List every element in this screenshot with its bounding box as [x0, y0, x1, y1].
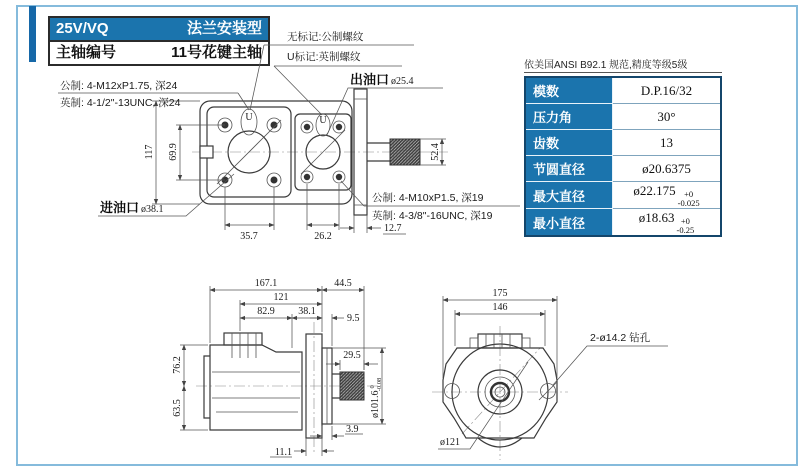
front-view-drawing [432, 288, 668, 460]
dim-lower-height: 63.5 [172, 399, 183, 417]
dim-left-bolt-span: 35.7 [240, 231, 258, 242]
outlet-port-label: 出油口 [350, 72, 390, 87]
dim-height: 117 [144, 144, 155, 160]
note-inch-thread-front: 英制: 4-1/2"-13UNC, 深24 [60, 97, 181, 109]
tolerance-lower: -0.025 [677, 197, 700, 208]
dim-plate-thickness: 3.9 [346, 424, 359, 435]
dim-port-offset-1: 82.9 [257, 306, 275, 317]
dim-pilot-offset: 9.5 [347, 313, 360, 324]
dim-rear-length: 44.5 [334, 278, 352, 289]
mount-type-label: 法兰安装型 [186, 20, 262, 37]
dim-spline-length: 29.5 [343, 350, 361, 361]
row-label: 最大直径 [525, 182, 613, 209]
outlet-port-dia: ø25.4 [391, 76, 414, 87]
note-u-mark-inch: U标记:英制螺纹 [287, 51, 361, 63]
dim-flange-width: 175 [492, 288, 508, 299]
tolerance-upper: +0 [680, 216, 690, 226]
inlet-port-dia: ø38.1 [141, 204, 164, 215]
note-inch-thread-rear: 英制: 4-3/8"-16UNC, 深19 [372, 210, 493, 222]
pilot-dia-value: ø101.6 [370, 390, 381, 418]
row-label: 节圆直径 [525, 156, 613, 182]
dim-flange-plate-thickness: 11.1 [274, 447, 292, 458]
splined-shaft-side [340, 372, 364, 400]
spline-table-title: 依美国ANSI B92.1 规范,精度等级5级 [524, 56, 722, 73]
model-code: 25V/VQ [56, 20, 109, 37]
u-mark-right: U [319, 115, 327, 126]
dim-flange-thickness: 12.7 [384, 223, 402, 234]
dim-body-diameter: ø121 [440, 437, 460, 448]
shaft-number-value: 11号花键主轴 [171, 44, 262, 61]
row-label: 模数 [525, 77, 613, 104]
dim-right-bolt-span: 26.2 [314, 231, 332, 242]
dim-mid-length: 121 [273, 292, 289, 303]
row-label: 最小直径 [525, 209, 613, 237]
value-main: ø22.175 [633, 183, 676, 198]
shaft-number-label: 主轴编号 [56, 44, 117, 61]
note-no-mark-metric: 无标记:公制螺纹 [287, 31, 364, 43]
drill-hole-label: 2-ø14.2 钻孔 [590, 332, 651, 344]
row-value: 30° [613, 104, 722, 130]
tolerance-lower: -0.25 [676, 224, 695, 235]
tolerance-upper: +0 [684, 189, 694, 199]
row-value: D.P.16/32 [613, 77, 722, 104]
pilot-tol-upper: 0 [369, 385, 376, 389]
value-main: ø18.63 [638, 210, 675, 225]
dim-bolt-vertical: 69.9 [168, 143, 179, 161]
side-view-drawing [172, 278, 386, 458]
row-label: 齿数 [525, 130, 613, 156]
dim-shaft-height: 52.4 [430, 143, 441, 161]
note-metric-thread-front: 公制: 4-M12xP1.75, 深24 [60, 80, 178, 92]
inlet-port-label: 进油口 [100, 200, 140, 215]
row-label: 压力角 [525, 104, 613, 130]
pilot-tol-lower: -0.08 [376, 377, 383, 392]
row-value: 13 [613, 130, 722, 156]
row-value: ø20.6375 [613, 156, 722, 182]
dim-upper-height: 76.2 [172, 356, 183, 374]
top-view-drawing [58, 30, 520, 242]
u-mark-left: U [245, 112, 253, 123]
dim-pilot-diameter [369, 378, 383, 418]
note-metric-thread-rear: 公制: 4-M10xP1.5, 深19 [372, 192, 484, 204]
dim-port-offset-2: 38.1 [298, 306, 316, 317]
splined-shaft-end [390, 139, 420, 165]
dim-overall-length: 167.1 [254, 278, 278, 289]
dim-bolt-span-width: 146 [492, 302, 508, 313]
